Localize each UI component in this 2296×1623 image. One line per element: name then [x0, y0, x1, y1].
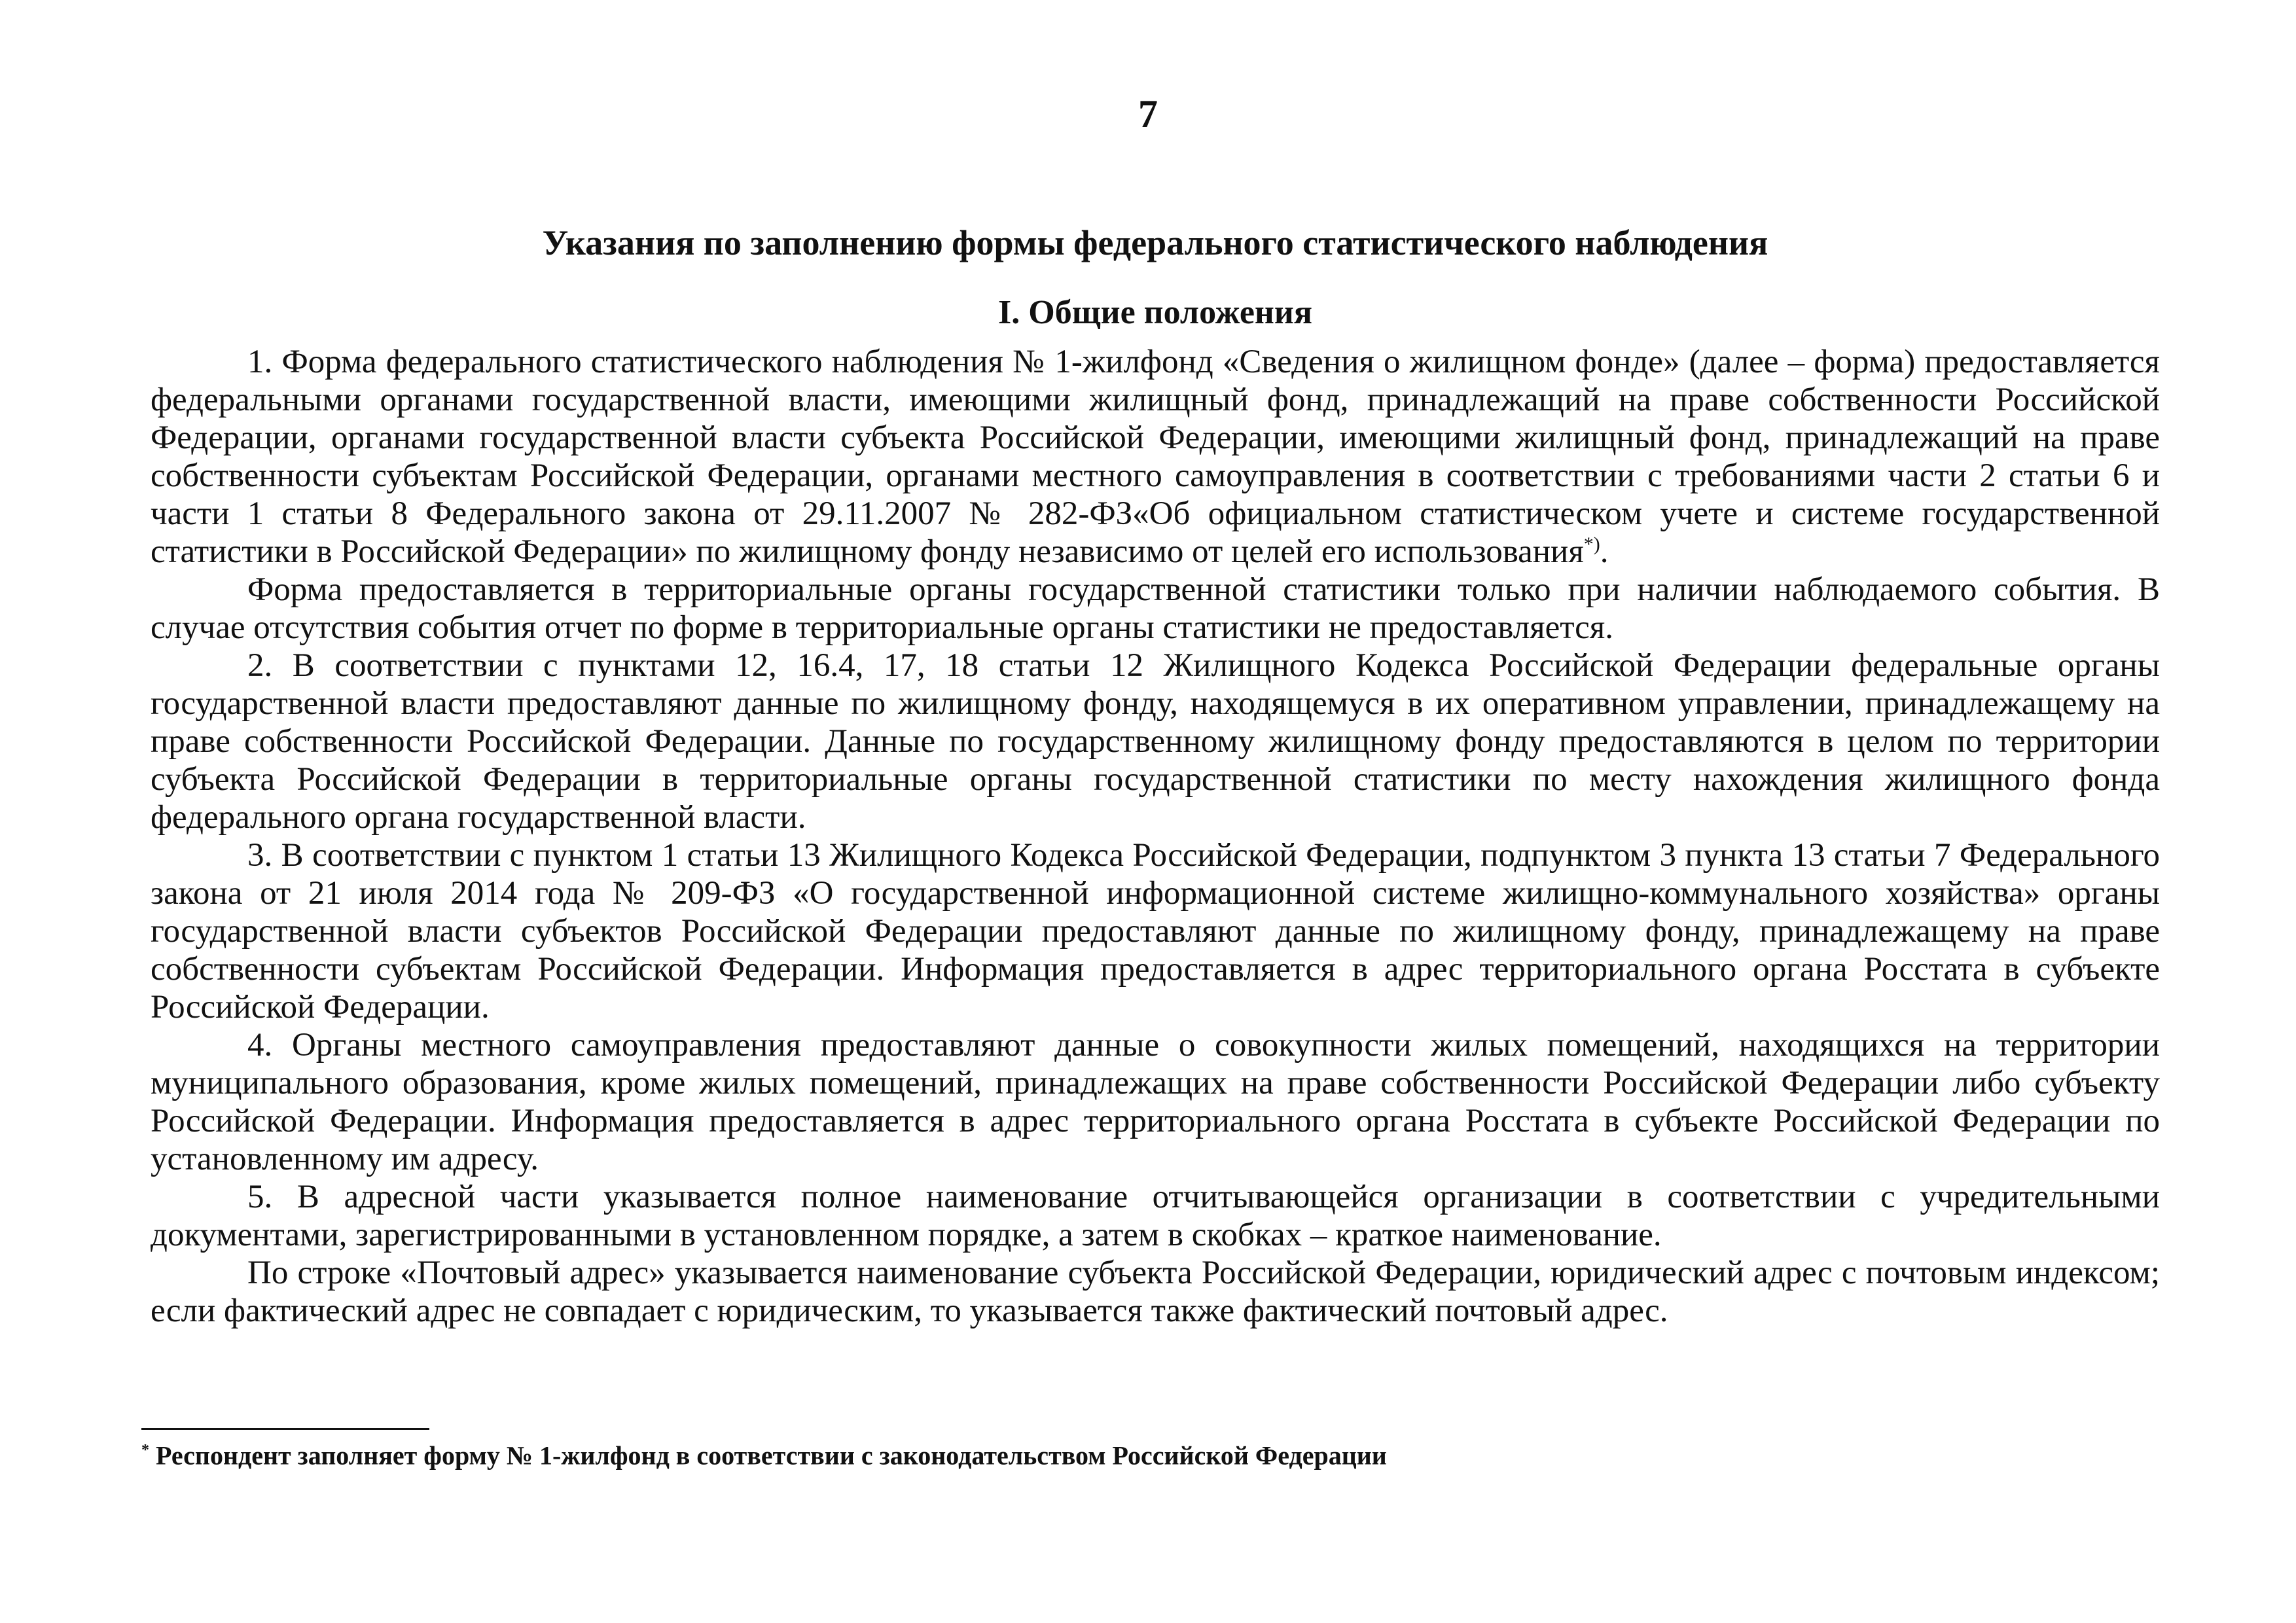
- paragraph-4: 4. Органы местного самоуправления предоставляют данные о совокупности жилых помещений, находящихся на территории муниципального образования, кроме жилых помещений, принадлежащих на праве собственности Российской Федерации либо субъекту Российской Федерации. Информация предоставляется в адрес территориального органа Росстата в субъекте Российской Федерации по установленному им адресу.: [151, 1027, 2160, 1177]
- footnote-text: Респондент заполняет форму № 1-жилфонд в соответствии с законодательством Российской Федерации: [156, 1440, 1387, 1471]
- paragraph-1-note: Форма предоставляется в территориальные органы государственной статистики только при наличии наблюдаемого события. В случае отсутствия события отчет по форме в территориальные органы статистики не предоставляется.: [151, 571, 2160, 646]
- paragraph-1: [151, 343, 2160, 571]
- paragraph-1-end: .: [1600, 533, 1609, 570]
- footnote-reference: *): [1583, 533, 1600, 555]
- footnote-mark: *: [141, 1442, 149, 1459]
- footnote-divider: [141, 1428, 429, 1430]
- document-title: Указания по заполнению формы федерального статистического наблюдения: [542, 223, 1768, 262]
- document-body: [151, 343, 2160, 1330]
- footnote: [141, 1435, 2157, 1471]
- paragraph-5-postal: По строке «Почтовый адрес» указывается наименование субъекта Российской Федерации, юридический адрес с почтовым индексом; если фактический адрес не совпадает с юридическим, то указывается также фактический почтовый адрес.: [151, 1255, 2160, 1329]
- paragraph-5: 5. В адресной части указывается полное наименование отчитывающейся организации в соответствии с учредительными документами, зарегистрированными в установленном порядке, а затем в скобках – краткое наименование.: [151, 1179, 2160, 1253]
- section-title: I. Общие положения: [998, 294, 1312, 331]
- paragraph-1-text: 1. Форма федерального статистического наблюдения № 1-жилфонд «Сведения о жилищном фонде» (далее – форма) предоставляется федеральными органами государственной власти, имеющими жилищный фонд, принадлежащий на праве собственности Российской Федерации, органами государственной власти субъекта Российской Федерации, имеющими жилищный фонд, принадлежащий на праве собственности субъектам Российской Федерации, органами местного самоуправления в соответствии с требованиями части 2 статьи 6 и части 1 статьи 8 Федерального закона от 29.11.2007 № 282-ФЗ«Об официальном статистическом учете и системе государственной статистики в Российской Федерации» по жилищному фонду независимо от целей его использования: [151, 344, 2160, 570]
- page-number: 7: [1138, 92, 1158, 135]
- paragraph-3: 3. В соответствии с пунктом 1 статьи 13 Жилищного Кодекса Российской Федерации, подпунктом 3 пункта 13 статьи 7 Федерального закона от 21 июля 2014 года № 209-ФЗ «О государственной информационной системе жилищно-коммунального хозяйства» органы государственной власти субъектов Российской Федерации предоставляют данные по жилищному фонду, принадлежащему на праве собственности субъектам Российской Федерации. Информация предоставляется в адрес территориального органа Росстата в субъекте Российской Федерации.: [151, 837, 2160, 1026]
- paragraph-2: 2. В соответствии с пунктами 12, 16.4, 17, 18 статьи 12 Жилищного Кодекса Российской Федерации федеральные органы государственной власти предоставляют данные по жилищному фонду, находящемуся в их оперативном управлении, принадлежащему на праве собственности Российской Федерации. Данные по государственному жилищному фонду предоставляются в целом по территории субъекта Российской Федерации в территориальные органы государственной статистики по месту нахождения жилищного фонда федерального органа государственной власти.: [151, 647, 2160, 836]
